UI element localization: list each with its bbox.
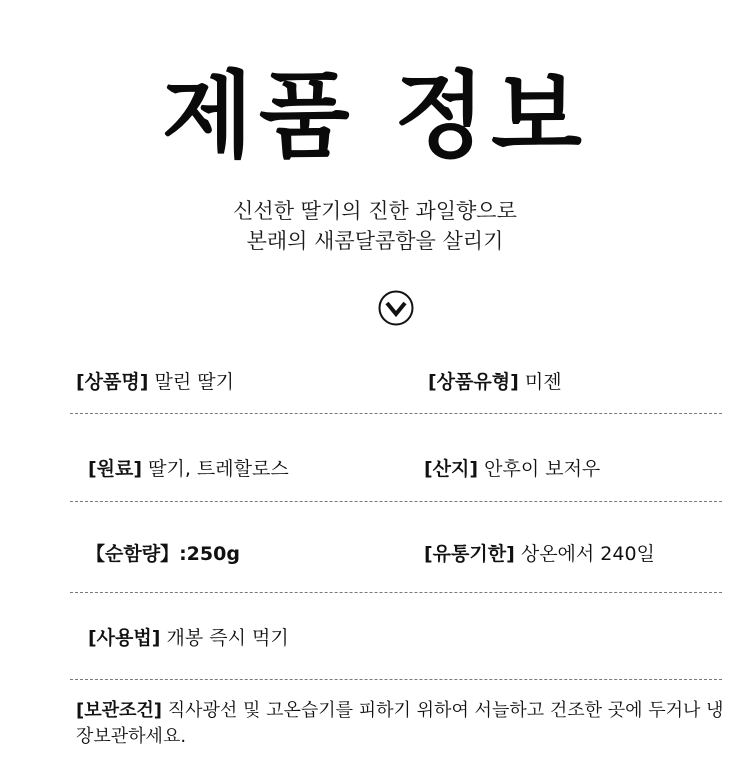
- info-label: [상품유형]: [428, 371, 519, 393]
- info-value: 미젠: [518, 371, 562, 393]
- info-net-weight: [86, 542, 240, 566]
- divider: [70, 679, 722, 680]
- storage-label: [보관조건]: [76, 700, 163, 721]
- info-shelf-life: [424, 542, 655, 566]
- info-label: [산지]: [424, 458, 479, 480]
- info-value: 개봉 즉시 먹기: [160, 627, 289, 649]
- info-value: 안후이 보저우: [478, 458, 601, 480]
- info-value: 말린 딸기: [148, 371, 234, 393]
- info-ingredients: [88, 457, 289, 481]
- subtitle-line-2: 본래의 새콤달콤함을 살리기: [246, 229, 504, 253]
- info-label: 【순함량】: [86, 543, 180, 565]
- info-origin: [424, 457, 600, 481]
- info-product-name: [76, 370, 234, 394]
- divider: [70, 592, 722, 593]
- info-label: [상품명]: [76, 371, 149, 393]
- info-product-type: [428, 370, 562, 394]
- circle-chevron-down-icon: [378, 290, 414, 326]
- divider: [70, 501, 722, 502]
- info-usage: [88, 626, 289, 650]
- page-title: 제품 정보: [162, 62, 588, 171]
- info-label: [사용법]: [88, 627, 161, 649]
- info-value: :250g: [179, 543, 240, 565]
- storage-conditions: [76, 698, 736, 750]
- info-label: [원료]: [88, 458, 143, 480]
- storage-text: 직사광선 및 고온습기를 피하기 위하여 서늘하고 건조한 곳에 두거나 냉장보관하세요.: [76, 700, 724, 747]
- info-value: 딸기, 트레할로스: [142, 458, 289, 480]
- divider: [70, 413, 722, 414]
- info-value: 상온에서 240일: [514, 543, 655, 565]
- subtitle-line-1: 신선한 딸기의 진한 과일향으로: [233, 199, 517, 223]
- info-label: [유통기한]: [424, 543, 515, 565]
- subtitle: [0, 196, 750, 256]
